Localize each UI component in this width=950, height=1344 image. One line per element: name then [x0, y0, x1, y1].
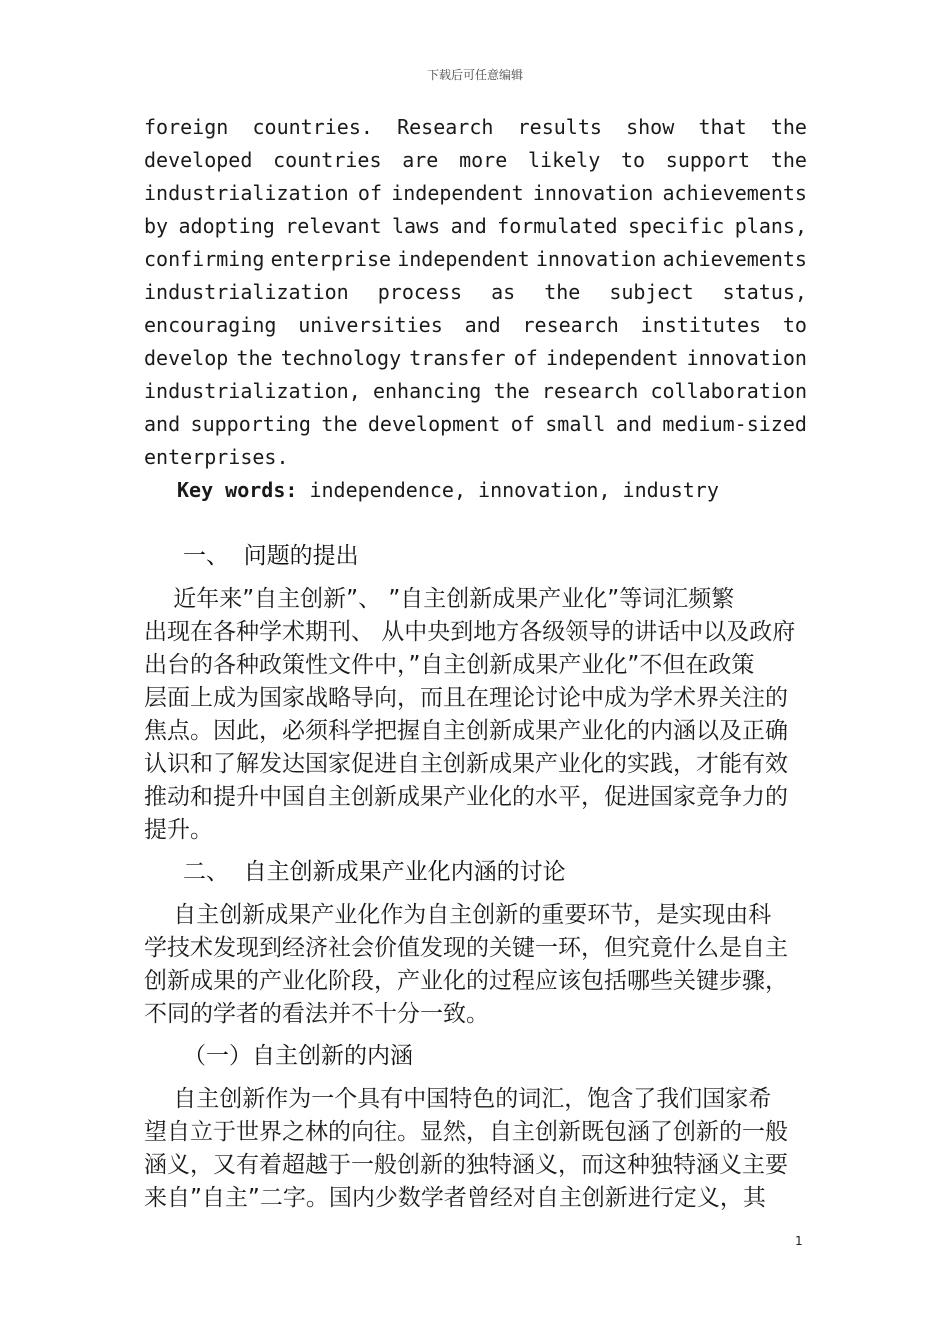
paragraph-line: 来自”自主”二字。国内少数学者曾经对自主创新进行定义，其 — [144, 1185, 766, 1211]
abstract-word: plans, — [734, 214, 807, 238]
paragraph-line: 焦点。因此，必须科学把握自主创新成果产业化的内涵以及正确 — [144, 718, 788, 744]
paragraph-line: 不同的学者的看法并不十分一致。 — [144, 1001, 489, 1027]
abstract-word: countries — [273, 148, 382, 172]
abstract-word: of — [510, 412, 535, 436]
abstract-word: formulated — [497, 214, 618, 238]
keywords-value: independence, innovation, industry — [297, 478, 719, 502]
abstract-line — [144, 408, 807, 441]
abstract-word: achievements — [662, 181, 807, 205]
keywords-label: Key words: — [177, 478, 298, 502]
abstract-line — [144, 111, 807, 144]
page-header: 下载后可任意编辑 — [426, 68, 523, 82]
abstract-word: results — [517, 115, 602, 139]
paragraph-line: 创新成果的产业化阶段，产业化的过程应该包括哪些关键步骤， — [144, 968, 788, 994]
abstract-word: encouraging — [144, 313, 277, 337]
abstract-word: enhancing — [372, 379, 482, 403]
abstract-word: enterprises. — [144, 445, 289, 469]
paragraph-line: 层面上成为国家战略导向，而且在理论讨论中成为学术界关注的 — [144, 685, 788, 711]
abstract-word: of — [357, 181, 382, 205]
paragraph-line: 望自立于世界之林的向往。显然，自主创新既包涵了创新的一般 — [144, 1119, 788, 1145]
abstract-line — [144, 309, 807, 342]
abstract-word: to — [782, 313, 807, 337]
abstract-word: independent — [397, 247, 530, 271]
abstract-word: industrialization — [144, 280, 349, 304]
abstract-word: research — [541, 379, 639, 403]
abstract-word: by — [144, 214, 169, 238]
abstract-word: development — [367, 412, 501, 436]
abstract-word: achievements — [662, 247, 807, 271]
abstract-line — [144, 342, 807, 375]
abstract-line — [144, 177, 807, 210]
abstract-word: innovation — [686, 346, 807, 370]
section-1-body — [144, 583, 807, 847]
abstract-word: independent — [391, 181, 524, 205]
abstract-word: supporting — [190, 412, 311, 436]
abstract-word: industrialization — [144, 181, 349, 205]
abstract-word: innovation — [532, 181, 654, 205]
abstract-word: innovation — [535, 247, 657, 271]
abstract-word: subject — [609, 280, 694, 304]
subsection-1-body — [144, 1083, 807, 1215]
paragraph-line: 近年来”自主创新”、 ”自主创新成果产业化”等词汇频繁 — [144, 586, 735, 612]
abstract-word: support — [665, 148, 751, 172]
section-heading-2: 二、 自主创新成果产业化内涵的讨论 — [183, 859, 566, 885]
english-abstract — [144, 111, 807, 474]
abstract-word: develop — [144, 346, 229, 370]
abstract-word: adopting — [178, 214, 275, 238]
abstract-word: confirming — [144, 247, 265, 271]
abstract-word: developed — [144, 148, 253, 172]
paragraph-line: 学技术发现到经济社会价值发现的关键一环，但究竟什么是自主 — [144, 935, 788, 961]
abstract-word: are — [402, 148, 439, 172]
paragraph-line: 认识和了解发达国家促进自主创新成果产业化的实践，才能有效 — [144, 751, 788, 777]
section-heading-1: 一、 问题的提出 — [183, 543, 359, 569]
abstract-word: research — [522, 313, 619, 337]
abstract-line — [144, 210, 807, 243]
abstract-word: the — [770, 148, 807, 172]
abstract-word: institutes — [640, 313, 762, 337]
abstract-word: medium-sized — [662, 412, 807, 436]
abstract-word: Research — [397, 115, 494, 139]
abstract-word: foreign — [144, 115, 229, 139]
keywords-line — [177, 474, 719, 507]
abstract-word: the — [236, 346, 273, 370]
abstract-word: and — [464, 313, 501, 337]
abstract-word: industrialization, — [144, 379, 361, 403]
abstract-word: as — [491, 280, 516, 304]
abstract-word: universities — [298, 313, 443, 337]
abstract-word: of — [513, 346, 538, 370]
abstract-line — [144, 243, 807, 276]
abstract-word: technology — [280, 346, 402, 370]
abstract-line — [144, 441, 807, 474]
abstract-word: show — [626, 115, 675, 139]
paragraph-line: 自主创新成果产业化作为自主创新的重要环节，是实现由科 — [144, 902, 772, 928]
abstract-word: independent — [545, 346, 679, 370]
paragraph-line: 出现在各种学术期刊、 从中央到地方各级领导的讲话中以及政府 — [144, 619, 796, 645]
abstract-word: likely — [527, 148, 601, 172]
abstract-word: specific — [628, 214, 725, 238]
abstract-word: status, — [722, 280, 807, 304]
paragraph-line: 出台的各种政策性文件中，”自主创新成果产业化”不但在政策 — [144, 652, 755, 678]
abstract-word: relevant — [285, 214, 382, 238]
abstract-word: the — [544, 280, 581, 304]
abstract-word: the — [321, 412, 358, 436]
paragraph-line: 提升。 — [144, 817, 213, 843]
abstract-word: countries. — [252, 115, 373, 139]
abstract-word: laws — [392, 214, 441, 238]
abstract-word: and — [144, 412, 181, 436]
abstract-word: more — [459, 148, 508, 172]
abstract-word: to — [620, 148, 646, 172]
abstract-word: and — [615, 412, 652, 436]
paragraph-line: 推动和提升中国自主创新成果产业化的水平，促进国家竞争力的 — [144, 784, 788, 810]
abstract-word: process — [377, 280, 463, 304]
abstract-line — [144, 276, 807, 309]
abstract-word: and — [450, 214, 487, 238]
paragraph-line: 涵义，又有着超越于一般创新的独特涵义，而这种独特涵义主要 — [144, 1152, 788, 1178]
abstract-word: small — [545, 412, 606, 436]
subsection-heading-1: （一）自主创新的内涵 — [183, 1043, 413, 1069]
section-2-body — [144, 899, 807, 1031]
abstract-word: the — [493, 379, 530, 403]
abstract-word: the — [770, 115, 807, 139]
abstract-line — [144, 375, 807, 408]
abstract-word: that — [698, 115, 747, 139]
abstract-word: transfer — [409, 346, 506, 370]
abstract-line — [144, 144, 807, 177]
paragraph-line: 自主创新作为一个具有中国特色的词汇，饱含了我们国家希 — [144, 1086, 772, 1112]
abstract-word: collaboration — [650, 379, 807, 403]
abstract-word: enterprise — [270, 247, 392, 271]
page-number: 1 — [795, 1234, 803, 1248]
